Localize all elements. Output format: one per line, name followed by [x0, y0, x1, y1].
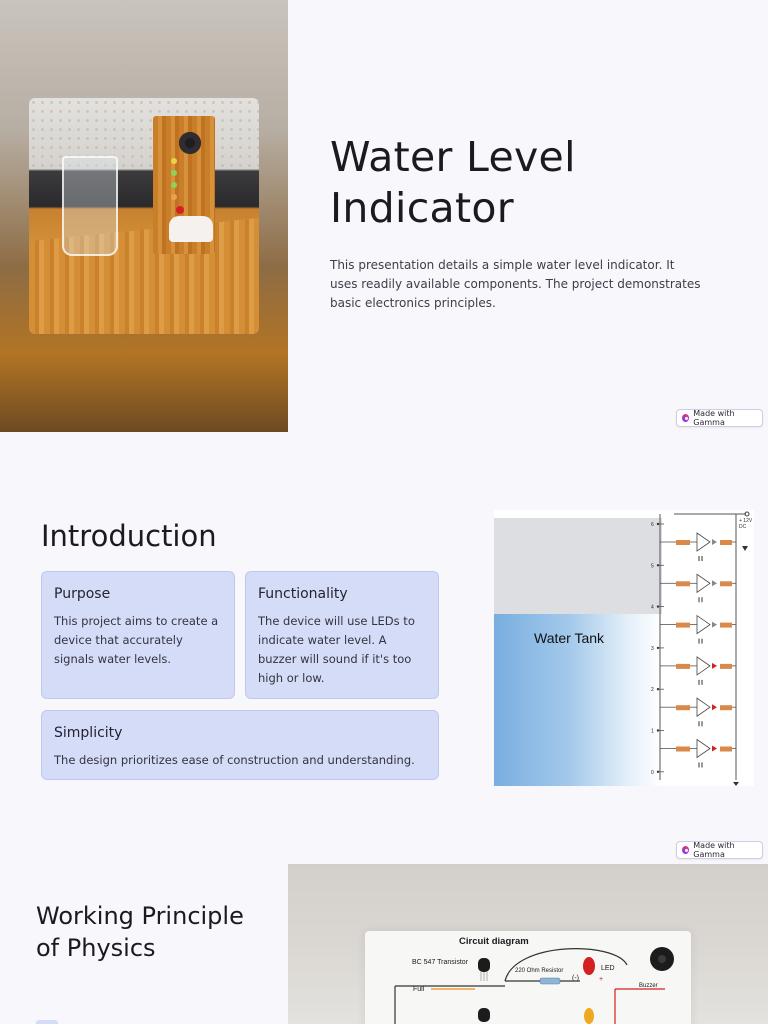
led-resistor: [720, 747, 732, 752]
led-resistor: [720, 540, 732, 545]
supply-unit-label: DC: [739, 524, 747, 530]
indicator-led: [712, 663, 717, 669]
input-resistor: [676, 540, 690, 545]
indicator-led: [712, 539, 717, 545]
project-photo: [29, 98, 259, 334]
card-simplicity: [41, 710, 439, 780]
input-resistor: [676, 664, 690, 669]
ground-icon: [733, 782, 739, 786]
plus-label: +: [599, 976, 604, 983]
level-markers: [651, 522, 654, 776]
minus-label: (-): [572, 975, 579, 982]
slide-working-principle: [0, 864, 768, 1024]
transistor-icon: [478, 1008, 490, 1022]
card-purpose: [41, 571, 235, 699]
working-principle-heading: Working Principle of Physics: [36, 902, 244, 962]
introduction-heading: Introduction: [41, 519, 217, 553]
card-body: The device will use LEDs to indicate water level. A buzzer will sound if it's too high or low.: [258, 614, 415, 685]
slide-title: [0, 0, 768, 432]
circuit-board: [365, 931, 691, 1024]
indicator-led: [712, 580, 717, 586]
full-label: Full: [413, 986, 425, 993]
indicator-led: [712, 746, 717, 752]
title-description: This presentation details a simple water level indicator. It uses readily available components. The project demonstrates basic electronics principles.: [330, 258, 701, 310]
made-with-gamma-badge[interactable]: [676, 409, 763, 427]
card-functionality: [245, 571, 439, 699]
card-title: Purpose: [54, 586, 111, 602]
photo-led: [176, 206, 184, 214]
card-body: The design prioritizes ease of construction and understanding.: [54, 753, 415, 767]
photo-led: [171, 194, 177, 200]
photo-led: [171, 170, 177, 176]
water-tank-diagram: [494, 510, 754, 786]
made-with-gamma-badge[interactable]: [676, 841, 763, 859]
resistor-icon: [540, 978, 560, 984]
output-arrow-icon: [742, 546, 748, 551]
level-number: 1: [651, 728, 654, 735]
supply-label: + 12V: [739, 518, 753, 524]
indicator-stages: [657, 523, 748, 786]
transistor-icon: [478, 958, 490, 972]
title-block: [330, 132, 730, 313]
led-resistor: [720, 705, 732, 710]
circuit-wiring: [365, 931, 691, 1024]
transistor-label: BC 547 Transistor: [412, 959, 469, 966]
led-red-icon: [583, 957, 595, 975]
indicator-led: [712, 622, 717, 628]
comparator-icon: [697, 698, 710, 716]
input-resistor: [676, 705, 690, 710]
photo-water-glass: [62, 156, 118, 256]
input-resistor: [676, 581, 690, 586]
card-title: Functionality: [258, 586, 348, 602]
comparator-icon: [697, 616, 710, 634]
level-number: 0: [651, 769, 654, 776]
led-resistor: [720, 664, 732, 669]
led-amber-icon: [584, 1008, 594, 1024]
gamma-logo-icon: [682, 846, 689, 854]
gamma-badge-label: Made with Gamma: [693, 841, 735, 859]
level-number: 3: [651, 645, 654, 652]
level-number: 2: [651, 687, 654, 694]
led-resistor: [720, 623, 732, 628]
photo-led: [171, 158, 177, 164]
circuit-title: Circuit diagram: [459, 936, 529, 947]
level-number: 6: [651, 522, 654, 528]
buzzer-label: Buzzer: [639, 983, 658, 989]
card-title: Simplicity: [54, 725, 123, 741]
gamma-logo-icon: [682, 414, 689, 422]
input-resistor: [676, 623, 690, 628]
comparator-icon: [697, 574, 710, 592]
wire: [505, 949, 627, 981]
level-number: 5: [651, 563, 654, 570]
photo-buzzer: [179, 132, 201, 154]
circuit-photo: [288, 864, 768, 1024]
led-resistor: [720, 581, 732, 586]
tank-circuit-schematic: [494, 510, 754, 786]
led-label: LED: [601, 965, 615, 972]
comparator-icon: [697, 657, 710, 675]
resistor-label: 220 Ohm Resistor: [515, 968, 564, 974]
list-marker: [36, 1020, 58, 1024]
photo-label-tag: [169, 216, 213, 242]
slide-introduction: [0, 432, 768, 864]
tank-label: Water Tank: [534, 630, 605, 646]
level-number: 4: [651, 604, 654, 611]
gamma-badge-label: Made with Gamma: [693, 409, 735, 427]
photo-led: [171, 182, 177, 188]
hero-background: [0, 0, 288, 432]
comparator-icon: [697, 740, 710, 758]
input-resistor: [676, 747, 690, 752]
page-title: Water Level Indicator: [330, 133, 576, 232]
indicator-led: [712, 704, 717, 710]
buzzer-center: [658, 955, 666, 963]
comparator-icon: [697, 533, 710, 551]
card-body: This project aims to create a device that accurately signals water levels.: [54, 614, 219, 666]
